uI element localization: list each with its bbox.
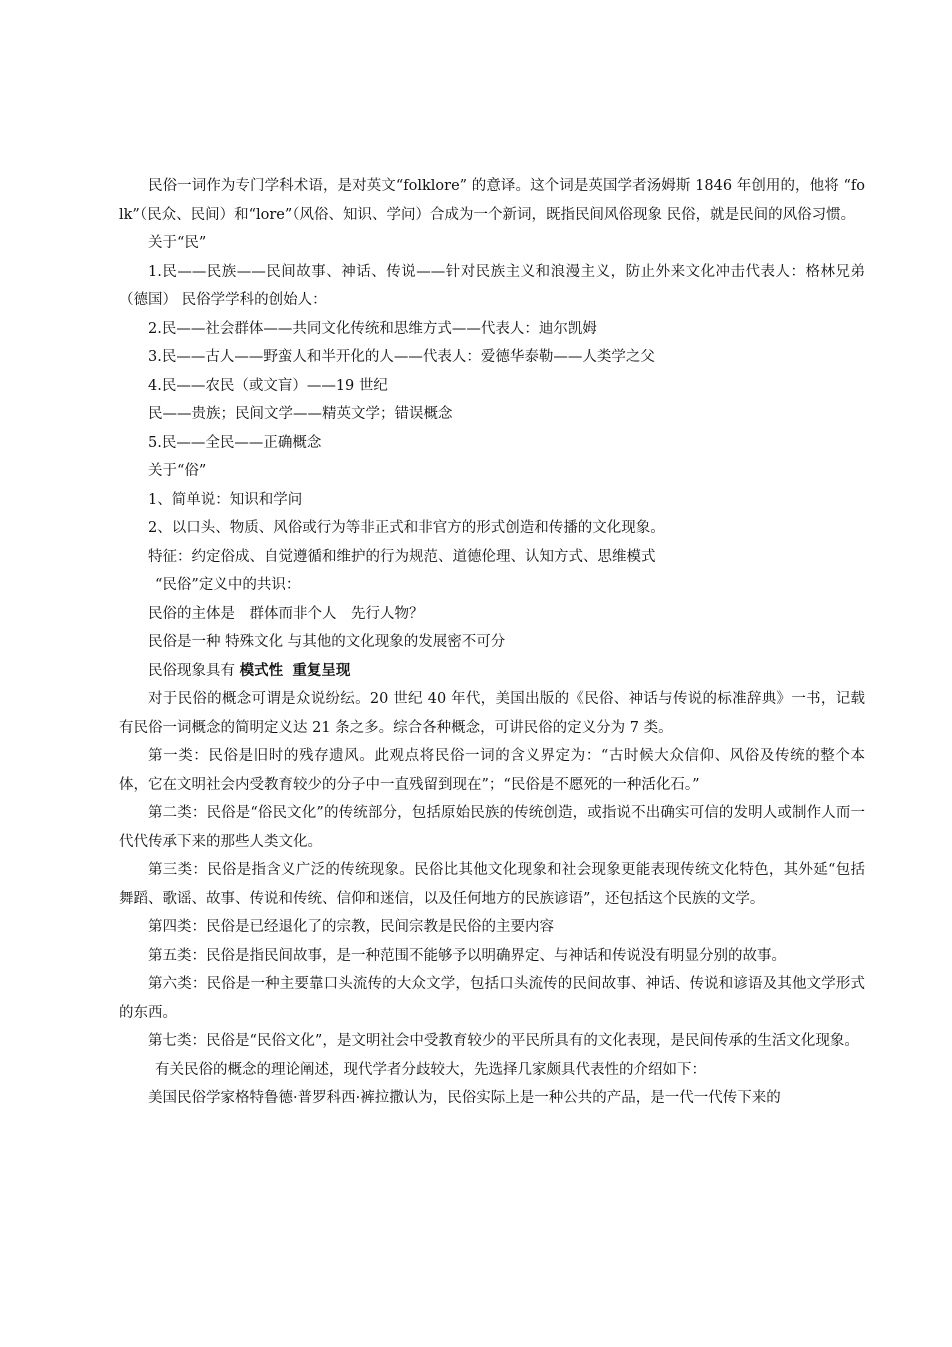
paragraph-type-3: 第三类：民俗是指含义广泛的传统现象。民俗比其他文化现象和社会现象更能表现传统文化特色，其外延“包括舞蹈、歌谣、故事、传说和传统、信仰和迷信，以及任何地方的民族谚语”，还包括这个民族的文学。 (119, 862, 865, 907)
paragraph-features: 特征：约定俗成、自觉遵循和维护的行为规范、道德伦理、认知方式、思维模式 (148, 548, 656, 565)
paragraph-type-2: 第二类：民俗是“俗民文化”的传统部分，包括原始民族的传统创造，或指说不出确实可信的发明人或制作人而一代代传承下来的那些人类文化。 (119, 805, 865, 850)
pattern-bold-1: 模式性 (239, 661, 284, 679)
heading-about-min: 关于“民” (148, 235, 207, 251)
paragraph-type-5: 第五类：民俗是指民间故事，是一种范围不能够予以明确界定、与神话和传说没有明显分别的故事。 (148, 947, 786, 964)
paragraph-theory-intro: 有关民俗的概念的理论阐述，现代学者分歧较大，先选择几家颇具代表性的介绍如下： (155, 1061, 706, 1078)
paragraph-su-1: 1、简单说：知识和学问 (148, 491, 303, 508)
paragraph-consensus: “民俗”定义中的共识： (155, 577, 301, 593)
paragraph-min-noble: 民——贵族；民间文学——精英文学；错误概念 (148, 406, 453, 422)
paragraph-subject: 民俗的主体是 群体而非个人 先行人物？ (148, 605, 424, 622)
paragraph-min-5: 5.民——全民——正确概念 (148, 434, 322, 451)
pattern-bold-2: 重复呈现 (292, 661, 351, 679)
heading-about-su: 关于“俗” (148, 463, 207, 479)
paragraph-type-4: 第四类：民俗是已经退化了的宗教，民间宗教是民俗的主要内容 (148, 919, 554, 935)
paragraph-type-1: 第一类：民俗是旧时的残存遗风。此观点将民俗一词的含义界定为：“古时候大众信仰、风俗及传统的整个本体，它在文明社会内受教育较少的分子中一直残留到现在”；“民俗是不愿死的一种活化石。” (119, 748, 865, 793)
paragraph-min-1: 1.民——民族——民间故事、神话、传说——针对民族主义和浪漫主义，防止外来文化冲击代表人：格林兄弟（德国） 民俗学学科的创始人： (119, 263, 865, 308)
paragraph-su-2: 2、以口头、物质、风俗或行为等非正式和非官方的形式创造和传播的文化现象。 (148, 520, 665, 536)
paragraph-min-3: 3.民——古人——野蛮人和半开化的人——代表人：爱德华泰勒——人类学之父 (148, 349, 655, 365)
pattern-prefix: 民俗现象具有 (148, 662, 240, 679)
paragraph-special-culture: 民俗是一种 特殊文化 与其他的文化现象的发展密不可分 (148, 634, 506, 650)
paragraph-min-4: 4.民——农民（或文盲）——19 世纪 (148, 377, 388, 394)
paragraph-pattern (119, 657, 865, 686)
document-page (119, 172, 865, 1113)
paragraph-type-7: 第七类：民俗是“民俗文化”，是文明社会中受教育较少的平民所具有的文化表现，是民间传承的生活文化现象。 (148, 1033, 859, 1049)
paragraph-min-2: 2.民——社会群体——共同文化传统和思维方式——代表人：迪尔凯姆 (148, 320, 597, 337)
paragraph-intro: 民俗一词作为专门学科术语，是对英文“folklore” 的意译。这个词是英国学者汤姆斯 1846 年创用的，他将 “folk”（民众、民间）和“lore”（风俗、知识、学问）合成为一个新词，既指民间风俗现象 民俗，就是民间的风俗习惯。 (119, 178, 865, 223)
paragraph-type-6: 第六类：民俗是一种主要靠口头流传的大众文学，包括口头流传的民间故事、神话、传说和谚语及其他文学形式的东西。 (119, 976, 865, 1021)
paragraph-american-folklorist: 美国民俗学家格特鲁德·普罗科西·裤拉撒认为，民俗实际上是一种公共的产品，是一代一代传下来的 (148, 1090, 781, 1106)
paragraph-definitions-intro: 对于民俗的概念可谓是众说纷纭。20 世纪 40 年代，美国出版的《民俗、神话与传说的标准辞典》一书，记载有民俗一词概念的简明定义达 21 条之多。综合各种概念，可讲民俗的定义分为 7 类。 (119, 691, 865, 736)
